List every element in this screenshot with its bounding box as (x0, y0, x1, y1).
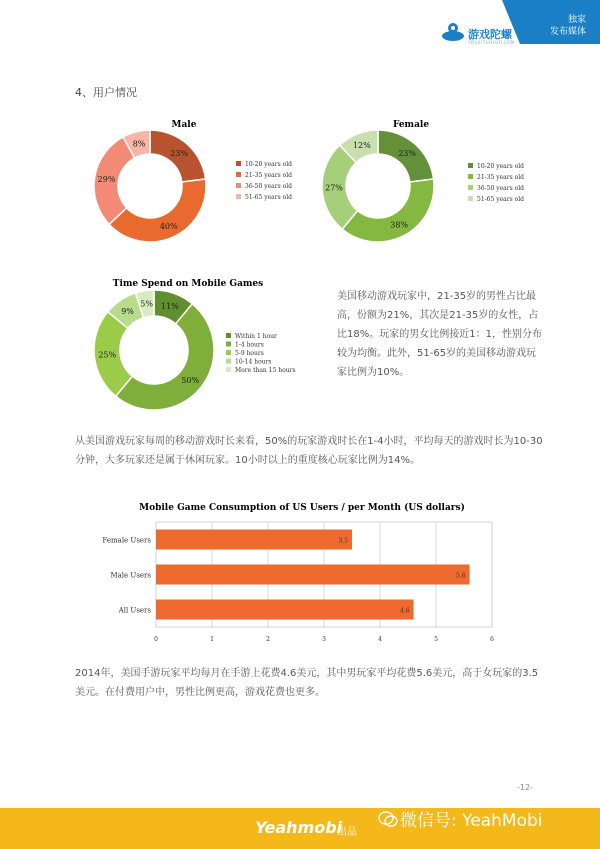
female-slices (322, 130, 434, 242)
male-legend-label: 51-65 years old (245, 194, 292, 201)
female-slice-label: 27% (325, 183, 343, 193)
time-slice-label: 9% (121, 307, 134, 317)
male-legend (236, 161, 292, 201)
male-chart-title: Male (171, 120, 197, 130)
time-slice-label: 11% (161, 301, 179, 311)
time-legend-swatch (226, 367, 231, 372)
bar-tick-label: 3 (322, 636, 326, 643)
time-legend (226, 333, 296, 374)
bar-marks (102, 530, 469, 620)
female-legend-swatch (468, 185, 473, 190)
bar-tick-label: 0 (154, 636, 158, 643)
section-title: 4、用户情况 (75, 86, 137, 99)
banner-line1: 独家 (567, 15, 586, 25)
time-legend-label: 10-14 hours (235, 358, 272, 366)
paragraph-consumption: 2014年，美国手游玩家平均每月在手游上花费4.6美元，其中男玩家平均花费5.6美元，高于女玩家的3.5美元。在付费用户中，男性比例更高，游戏花费也更多。 (75, 668, 539, 698)
paragraph-time: 从美国游戏玩家每周的移动游戏时长来看，50%的玩家游戏时长在1-4小时，平均每天的游戏时长为10-30分钟，大多玩家还是属于休闲玩家。10小时以上的重度核心玩家比例为14%。 (75, 436, 543, 466)
male-legend-label: 21-35 years old (245, 172, 292, 179)
time-legend-swatch (226, 342, 231, 347)
consumption-bar-chart (80, 492, 530, 652)
male-legend-swatch (236, 194, 241, 199)
female-legend-label: 10-20 years old (477, 163, 524, 170)
bar-tick-label: 2 (266, 636, 270, 643)
time-legend-swatch (226, 333, 231, 338)
male-slice-label: 40% (159, 221, 178, 231)
female-legend (468, 163, 524, 203)
male-legend-swatch (236, 161, 241, 166)
time-slice-label: 25% (98, 350, 117, 360)
logo-text: 游戏陀螺 (468, 28, 512, 41)
male-legend-swatch (236, 183, 241, 188)
female-legend-swatch (468, 174, 473, 179)
time-legend-label: Within 1 hour (235, 333, 277, 340)
female-legend-swatch (468, 196, 473, 201)
logo-subtext: YOUXITUOLUO.COM (468, 40, 515, 45)
time-slice-label: 50% (181, 375, 200, 385)
wechat-id: 微信号: YeahMobi (400, 811, 543, 831)
bar (156, 530, 352, 550)
time-legend-label: 1-4 hours (235, 341, 264, 349)
male-slice-label: 23% (170, 148, 188, 158)
female-legend-label: 51-65 years old (477, 196, 524, 203)
female-legend-label: 21-35 years old (477, 174, 524, 181)
bar-value-label: 4.6 (400, 607, 410, 615)
bar-tick-label: 4 (378, 636, 382, 643)
female-donut-chart (316, 112, 546, 247)
page-number: -12- (517, 783, 533, 792)
time-chart-title: Time Spend on Mobile Games (112, 279, 264, 289)
female-slice-label: 12% (352, 141, 371, 151)
bar-tick-label: 5 (434, 636, 438, 643)
female-chart-title: Female (392, 120, 430, 130)
bar-category-label: Female Users (102, 536, 151, 545)
bar-value-label: 5.6 (456, 572, 466, 580)
header-banner (520, 0, 600, 44)
male-slice-label: 29% (97, 175, 116, 185)
time-legend-label: More than 15 hours (235, 367, 296, 374)
time-legend-label: 5-9 hours (235, 350, 264, 357)
bar-category-label: All Users (118, 606, 151, 615)
male-donut-chart (88, 112, 318, 247)
bar-value-label: 3.5 (338, 537, 348, 545)
time-slices (94, 290, 214, 410)
female-slice-label: 38% (390, 220, 409, 230)
paragraph-gender: 美国移动游戏玩家中，21-35岁的男性占比最高，份额为21%，其次是21-35岁的女性，占比18%。玩家的男女比例接近1：1，性别分布较为均衡。此外，51-65岁的美国移动游戏玩家比例为10%。 (337, 291, 542, 378)
time-donut-chart (88, 272, 328, 412)
male-legend-label: 36-50 years old (245, 183, 292, 190)
female-legend-label: 36-50 years old (477, 185, 524, 192)
bar (156, 565, 470, 585)
bar-tick-label: 6 (490, 636, 494, 643)
banner-line2: 发布媒体 (549, 27, 586, 37)
logo-icon (440, 22, 466, 44)
footer-made: 出品 (337, 827, 357, 838)
time-legend-swatch (226, 359, 231, 364)
time-legend-swatch (226, 350, 231, 355)
bar-category-label: Male Users (110, 571, 151, 580)
male-slices (94, 130, 206, 242)
bar (156, 600, 414, 620)
wechat-icon (378, 810, 398, 828)
time-slice-label: 5% (140, 299, 153, 309)
female-slice-label: 23% (398, 148, 416, 158)
bar-chart-title: Mobile Game Consumption of US Users / per Month (US dollars) (139, 503, 465, 513)
male-slice-label: 8% (132, 139, 146, 149)
female-legend-swatch (468, 163, 473, 168)
male-legend-swatch (236, 172, 241, 177)
footer-brand: Yeahmobi (255, 818, 343, 837)
bar-tick-label: 1 (210, 636, 214, 643)
male-legend-label: 10-20 years old (245, 161, 292, 168)
